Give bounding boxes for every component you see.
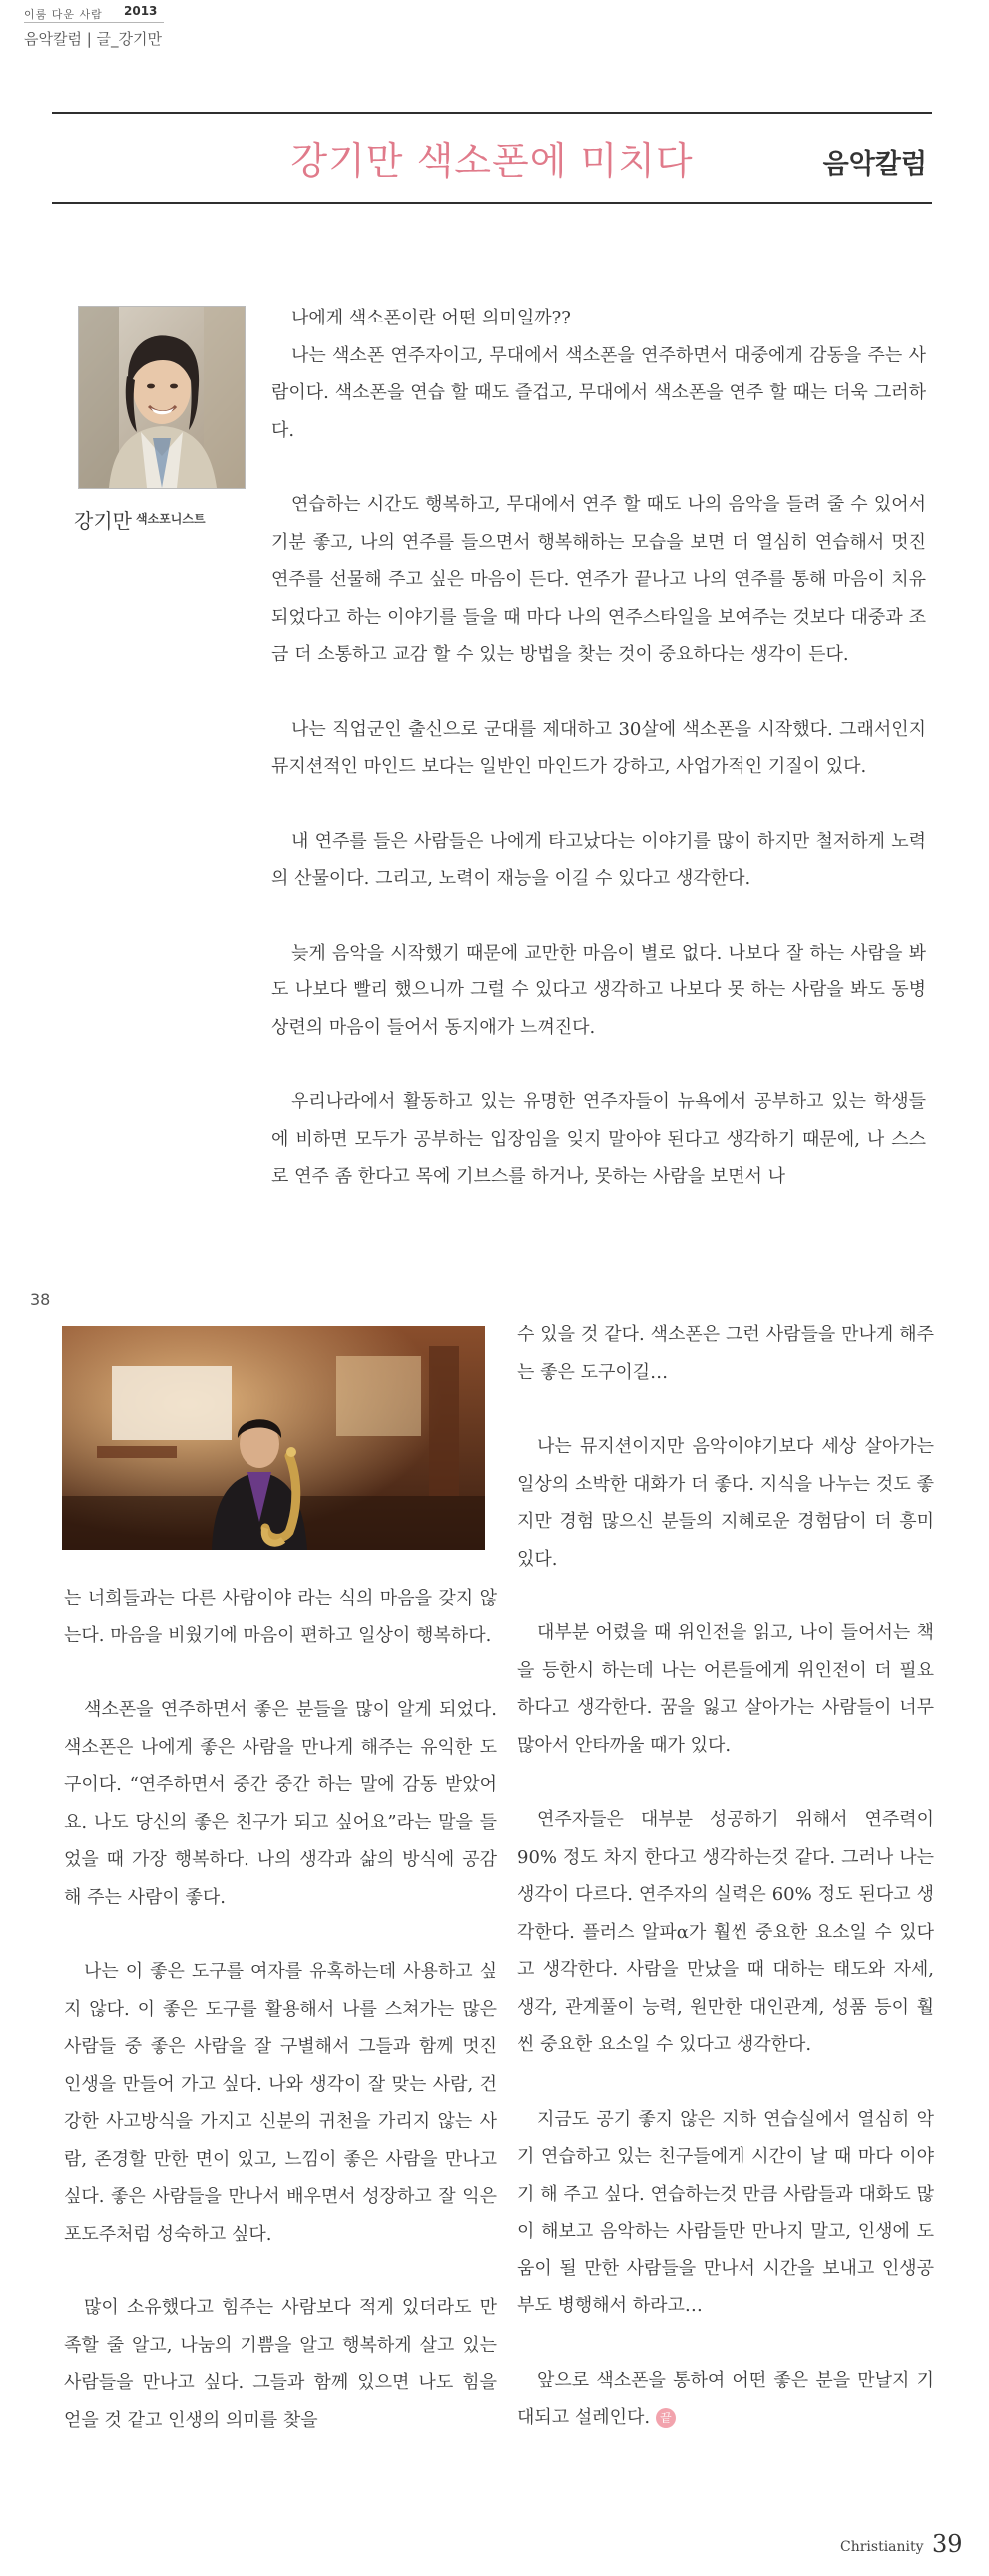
author-name: 강기만 (74, 509, 132, 533)
article-paragraph: 내 연주를 들은 사람들은 나에게 타고났다는 이야기를 많이 하지만 철저하게 노력의 산물이다. 그리고, 노력이 재능을 이길 수 있다고 생각한다. (271, 830, 926, 889)
article-paragraph: 대부분 어렸을 때 위인전을 읽고, 나이 들어서는 책을 등한시 하는데 나는 어른들에게 위인전이 더 필요하다고 생각한다. 꿈을 잃고 살아가는 사람들이 너무 많아서 안타까울 때가 있다. (517, 1622, 934, 1756)
article-paragraph: 나는 색소폰 연주자이고, 무대에서 색소폰을 연주하면서 대중에게 감동을 주는 사람이다. 색소폰을 연습 할 때도 즐겁고, 무대에서 색소폰을 연주 할 때는 더욱 그러하다. (271, 344, 926, 441)
page-number-left: 38 (30, 1290, 51, 1309)
section-meta: 음악칼럼 | 글_강기만 (24, 30, 163, 48)
author-portrait (78, 306, 246, 489)
article-paragraph: 나는 직업군인 출신으로 군대를 제대하고 30살에 색소폰을 시작했다. 그래서인지 뮤지션적인 마인드 보다는 일반인 마인드가 강하고, 사업가적인 기질이 있다. (271, 718, 926, 777)
footer-page-number: 39 (932, 2530, 963, 2558)
magazine-name-small: 이룸 다운 사람 (24, 8, 103, 21)
footer-magazine-name: Christianity (840, 2539, 924, 2555)
author-role: 색소포니스트 (136, 512, 206, 526)
article-paragraph: 나는 이 좋은 도구를 여자를 유혹하는데 사용하고 싶지 않다. 이 좋은 도구를 활용해서 나를 스쳐가는 많은 사람들 중 좋은 사람을 잘 구별해서 그들과 함께 멋진 인생을 만들어 가고 싶다. 나와 생각이 잘 맞는 사람, 건강한 사고방식을 가지고 신분의 귀천을 가리지 않는 사람, 존경할 만한 면이 있고, 느낌이 좋은 사람을 만나고 싶다. 좋은 사람들을 만나서 배우면서 성장하고 잘 익은 포도주처럼 성숙하고 싶다. (64, 1961, 497, 2245)
saxophone-performance-photo (62, 1326, 485, 1550)
end-mark-icon: 끝 (656, 2408, 676, 2428)
article-body-top (271, 300, 926, 1233)
closing-sentence: 앞으로 색소폰을 통하여 어떤 좋은 분을 만날지 기대되고 설레인다. (517, 2369, 934, 2428)
article-paragraph: 연주자들은 대부분 성공하기 위해서 연주력이 90% 정도 차지 한다고 생각하는것 같다. 그러나 나는 생각이 다르다. 연주자의 실력은 60% 정도 된다고 생각한다. 플러스 알파α가 훨씬 중요한 요소일 수 있다고 생각한다. 사람을 만났을 때 대하는 태도와 자세, 생각, 관계풀이 능력, 원만한 대인관계, 성품 등이 훨씬 중요한 요소일 수 있다고 생각한다. (517, 1809, 934, 2055)
magazine-year: 2013 (124, 4, 158, 18)
title-rule-top (52, 112, 932, 114)
article-paragraph: 수 있을 것 같다. 색소폰은 그런 사람들을 만나게 해주는 좋은 도구이길… (517, 1324, 934, 1383)
article-paragraph: 연습하는 시간도 행복하고, 무대에서 연주 할 때도 나의 음악을 들려 줄 수 있어서 기분 좋고, 나의 연주를 들으면서 행복해하는 모습을 보면 더 열심히 연습해서 멋진 연주를 선물해 주고 싶은 마음이 든다. 연주가 끝나고 나의 연주를 통해 마음이 치유되었다고 하는 이야기를 들을 때 마다 나의 연주스타일을 보여주는 것보다 대중과 조금 더 소통하고 교감 할 수 있는 방법을 찾는 것이 중요하다는 생각이 든다. (271, 494, 926, 665)
article-paragraph: 나는 뮤지션이지만 음악이야기보다 세상 살아가는 일상의 소박한 대화가 더 좋다. 지식을 나누는 것도 좋지만 경험 많으신 분들의 지혜로운 경험담이 더 흥미있다. (517, 1436, 934, 1570)
article-paragraph: 우리나라에서 활동하고 있는 유명한 연주자들이 뉴욕에서 공부하고 있는 학생들에 비하면 모두가 공부하는 입장임을 잊지 말아야 된다고 생각하기 때문에, 나 스스로 연주 좀 한다고 목에 기브스를 하거나, 못하는 사람을 보면서 나 (271, 1091, 926, 1187)
article-title: 강기만 색소폰에 미치다 (290, 139, 694, 183)
article-paragraph: 지금도 공기 좋지 않은 지하 연습실에서 열심히 악기 연습하고 있는 친구들에게 시간이 날 때 마다 이야기 해 주고 싶다. 연습하는것 만큼 사람들과 대화도 많이 해보고 음악하는 사람들만 만나지 말고, 인생에 도움이 될 만한 사람들을 만나서 시간을 보내고 인생공부도 병행해서 하라고… (517, 2108, 934, 2316)
article-paragraph: 늦게 음악을 시작했기 때문에 교만한 마음이 별로 없다. 나보다 잘 하는 사람을 봐도 나보다 빨리 했으니까 그럴 수 있다고 생각하고 나보다 못 하는 사람을 봐도 동병상련의 마음이 들어서 동지애가 느껴진다. (271, 942, 926, 1038)
article-paragraph: 많이 소유했다고 힘주는 사람보다 적게 있더라도 만족할 줄 알고, 나눔의 기쁨을 알고 행복하게 살고 있는 사람들을 만나고 싶다. 그들과 함께 있으면 나도 힘을 얻을 것 같고 인생의 의미를 찾을 (64, 2297, 497, 2431)
column-label: 음악칼럼 (822, 149, 927, 180)
title-rule-bottom (52, 202, 932, 204)
article-paragraph (517, 2362, 934, 2437)
article-paragraph: 색소폰을 연주하면서 좋은 분들을 많이 알게 되었다. 색소폰은 나에게 좋은 사람을 만나게 해주는 유익한 도구이다. “연주하면서 중간 중간 하는 말에 감동 받았어요. 나도 당신의 좋은 친구가 되고 싶어요”라는 말을 들었을 때 가장 행복하다. 나의 생각과 삶의 방식에 공감해 주는 사람이 좋다. (64, 1699, 497, 1908)
article-paragraph: 나에게 색소폰이란 어떤 의미일까?? (291, 308, 571, 328)
article-body-left-column (64, 1580, 497, 2476)
article-body-right-column (517, 1316, 934, 2474)
article-paragraph: 는 너희들과는 다른 사람이야 라는 식의 마음을 갖지 않는다. 마음을 비웠기에 마음이 편하고 일상이 행복하다. (64, 1588, 497, 1646)
header-divider (24, 22, 164, 23)
